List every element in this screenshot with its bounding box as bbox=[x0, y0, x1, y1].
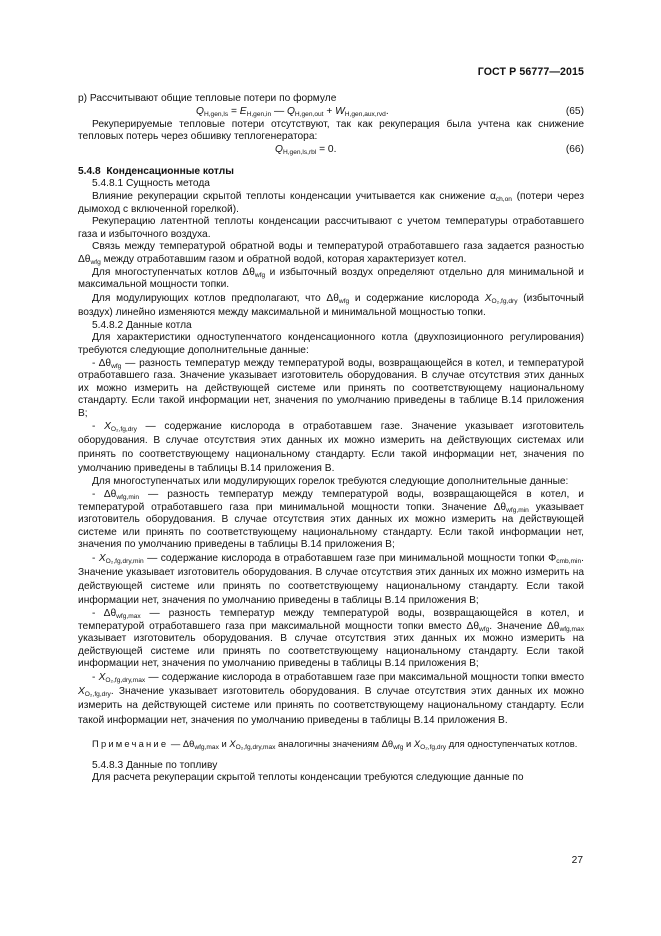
formula-number-65: (65) bbox=[565, 105, 584, 117]
list-item: - $\Delta\theta_{wfg,max}$ — разность температур между температурой воды, возвращающейся в котел, и температурой отработавшего газа при максимальной мощности топки вместо $\Delta\theta_{wfg}$. Значение $\Delta\theta_{wfg,max}$ указывает изготовитель оборудования. В случае отсутствия этих данных их можно измерить на действующей системе или принять по соответствующему национальному стандарту. Если такой информации нет, значения по умолчанию приведены в таблицы В.14 приложения В; bbox=[78, 608, 585, 670]
list-item: - $\Delta\theta_{wfg}$ — разность температур между температурой воды, возвращающейся в котел, и температурой отработавшего газа. Значение указывает изготовитель оборудования. В случае отсутствия этих данных их можно измерить на действующей системе или принять по соответствующему национальному стандарту. Если такой информации нет, значения по умолчанию приведены в таблице В.14 приложения В; bbox=[78, 357, 584, 419]
subsection-5-4-8-3: 5.4.8.3 Данные по топливу bbox=[92, 759, 218, 771]
paragraph-3: Связь между температурой обратной воды и температурой отработавшего газа задается разностью $\Delta\theta_{wfg}$ между отработавшим газом и обратной водой, которая характеризует котел. bbox=[78, 241, 584, 266]
item-p: р) Рассчитывают общие тепловые потери по формуле bbox=[78, 93, 337, 104]
standard-header: ГОСТ Р 56777—2015 bbox=[477, 66, 584, 78]
paragraph-8: Для расчета рекуперации скрытой теплоты конденсации требуются следующие данные по bbox=[92, 772, 524, 784]
subsection-5-4-8-1: 5.4.8.1 Сущность метода bbox=[92, 178, 210, 190]
formula-65: $Q_{H,gen,ls} = E_{H,gen,in}$ — $Q_{H,gen,out} + W_{H,gen,aux,rvd}$. (65) bbox=[196, 105, 584, 118]
section-heading: 5.4.8 Конденсационные котлы bbox=[78, 165, 234, 177]
formula-number-66: (66) bbox=[565, 143, 584, 155]
paragraph-1: Влияние рекуперации скрытой теплоты конденсации учитывается как снижение $\alpha_{ch,on}$ (потери через дымоход с включенной горелкой). bbox=[78, 190, 584, 215]
note: Примечание — $\Delta\theta_{wfg,max}$ и $X_{O_2,fg,dry,max}$ аналогичны значениям $\Delta\theta_{wfg}$ и $X_{O_2,fg,dry}$ для одноступенчатых котлов. bbox=[92, 737, 578, 751]
paragraph-recuperation: Рекуперируемые тепловые потери отсутствуют, так как рекуперация была учтена как снижение тепловых потерь через обшивку теплогенератора: bbox=[78, 118, 584, 143]
body-text bbox=[78, 93, 584, 785]
paragraph-5: Для модулирующих котлов предполагают, что $\Delta\theta_{wfg}$ и содержание кислорода $X_{O_2,fg,dry}$ (избыточный воздух) линейно изменяются между максимальной и минимальной мощностью топки. bbox=[78, 292, 584, 318]
list-item: - $X_{O_2,fg,dry,min}$ — содержание кислорода в отработавшем газе при минимальной мощности топки $\Phi_{cmb,min}$. Значение указывает изготовитель оборудования. В случае отсутствия этих данных их можно измерить на действующей системе или принять по соответствующему национальному стандарту. Если такой информации нет, значения по умолчанию приведены в таблицы В.14 приложения В; bbox=[78, 553, 584, 607]
paragraph-6: Для характеристики одноступенчатого конденсационного котла (двухпозиционного регулирования) требуются следующие дополнительные данные: bbox=[78, 332, 584, 356]
paragraph-2: Рекуперацию латентной теплоты конденсации рассчитывают с учетом температуры отработавшего газа и избыточного воздуха. bbox=[78, 216, 584, 240]
paragraph-4: Для многоступенчатых котлов $\Delta\theta_{wfg}$ и избыточный воздух определяют отдельно для минимальной и максимальной мощности топки. bbox=[78, 266, 584, 291]
paragraph-7: Для многоступенчатых или модулирующих горелок требуются следующие дополнительные данные: bbox=[92, 476, 569, 488]
list-item: - $X_{O_2,fg,dry,max}$ — содержание кислорода в отработавшем газе при максимальной мощности топки вместо $X_{O_2,fg,dry}$. Значение указывает изготовитель оборудования. В случае отсутствия этих данных их можно измерить на действующей системе или принять по соответствующему национальному стандарту. Если такой информации нет, значения по умолчанию приведены в таблицы В.14 приложения В. bbox=[78, 672, 584, 726]
subsection-5-4-8-2: 5.4.8.2 Данные котла bbox=[92, 319, 192, 331]
list-item: - $X_{O_2,fg,dry}$ — содержание кислорода в отработавшем газе. Значение указывает изготовитель оборудования. В случае отсутствия этих данных их можно измерить на действующих системах или принять по соответствующему национальному стандарту. Если такой информации нет, значения по умолчанию приведены в таблицы В.14 приложения В. bbox=[78, 421, 584, 475]
page-number: 27 bbox=[571, 855, 583, 866]
list-item: - $\Delta\theta_{wfg,min}$ — разность температур между температурой воды, возвращающейся в котел, и температурой отработавшего газа при минимальной мощности топки. Значение $\Delta\theta_{wfg,min}$ указывает изготовитель оборудования. В случае отсутствия этих данных их можно измерить на действующей системе или принять по соответствующему национальному стандарту. Если такой информации нет, значения по умолчанию приведены в таблицы В.14 приложения В; bbox=[78, 489, 584, 551]
formula-66: $Q_{H,gen,ls,rbl} = 0$. (66) bbox=[275, 143, 584, 156]
